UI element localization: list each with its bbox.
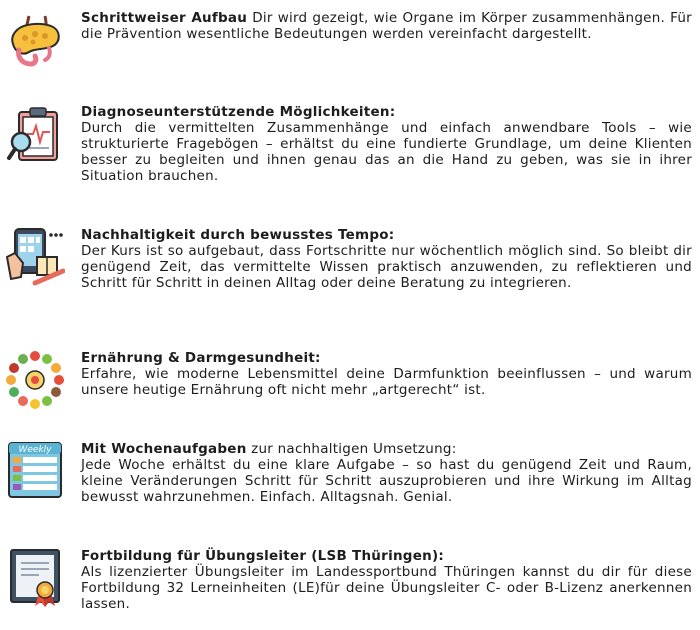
feature-description: Der Kurs ist so aufgebaut, dass Fortschritte nur wöchentlich möglich sind. So bleibt dir genügend Zeit, das vermittelte Wissen praktisch anzuwenden, zu reflektieren und Schritt für Schritt in deinen Alltag oder deine Beratung zu integrieren. [81, 243, 692, 291]
weekly-planner-icon [5, 441, 65, 501]
feature-title: Ernährung & Darmgesundheit: [81, 350, 321, 366]
feature-title: Diagnoseunterstützende Möglichkeiten: [81, 104, 396, 120]
feature-description: Als lizenzierter Übungsleiter im Landessportbund Thüringen kannst du dir für diese Fortbildung 32 Lerneinheiten (LE)für deine Übungsleiter C- oder B-Lizenz anerkennen lassen. [81, 564, 692, 612]
feature-title: Fortbildung für Übungsleiter (LSB Thüringen): [81, 548, 445, 564]
feature-description: Erfahre, wie moderne Lebensmittel deine Darmfunktion beeinflussen – und warum unsere heutige Ernährung oft nicht mehr „artgerecht“ ist. [81, 366, 692, 398]
feature-title: Nachhaltigkeit durch bewusstes Tempo: [81, 227, 395, 243]
feature-description: Jede Woche erhältst du eine klare Aufgabe – so hast du genügend Zeit und Raum, kleine Veränderungen Schritt für Schritt auszuprobieren und ihre Wirkung im Alltag bewusst wahrzunehmen. Einfach. Alltagsnah. Genial. [81, 457, 692, 505]
feature-title: Mit Wochenaufgaben [81, 441, 247, 457]
feature-title: Schrittweiser Aufbau [81, 10, 248, 26]
organ-icon [5, 10, 65, 70]
feature-title-suffix: zur nachhaltigen Umsetzung: [251, 441, 457, 457]
certificate-icon [5, 548, 65, 608]
weekly-label: Weekly [18, 445, 52, 455]
feature-description: Dir wird gezeigt, wie Organe im Körper zusammenhängen. Für die Prävention wesentliche Bedeutungen werden vereinfacht dargestellt. [81, 10, 692, 42]
clipboard-diagnosis-icon [5, 104, 65, 164]
feature-description: Durch die vermittelten Zusammenhänge und einfach anwendbare Tools – wie strukturierte Fragebögen – erhältst du eine fundierte Grundlage, um deine Klienten besser zu begleiten und ihnen genau das an die Hand zu geben, was sie in ihrer Situation brauchen. [81, 120, 692, 184]
tablet-learning-icon [5, 227, 65, 287]
food-circle-icon [5, 350, 65, 410]
